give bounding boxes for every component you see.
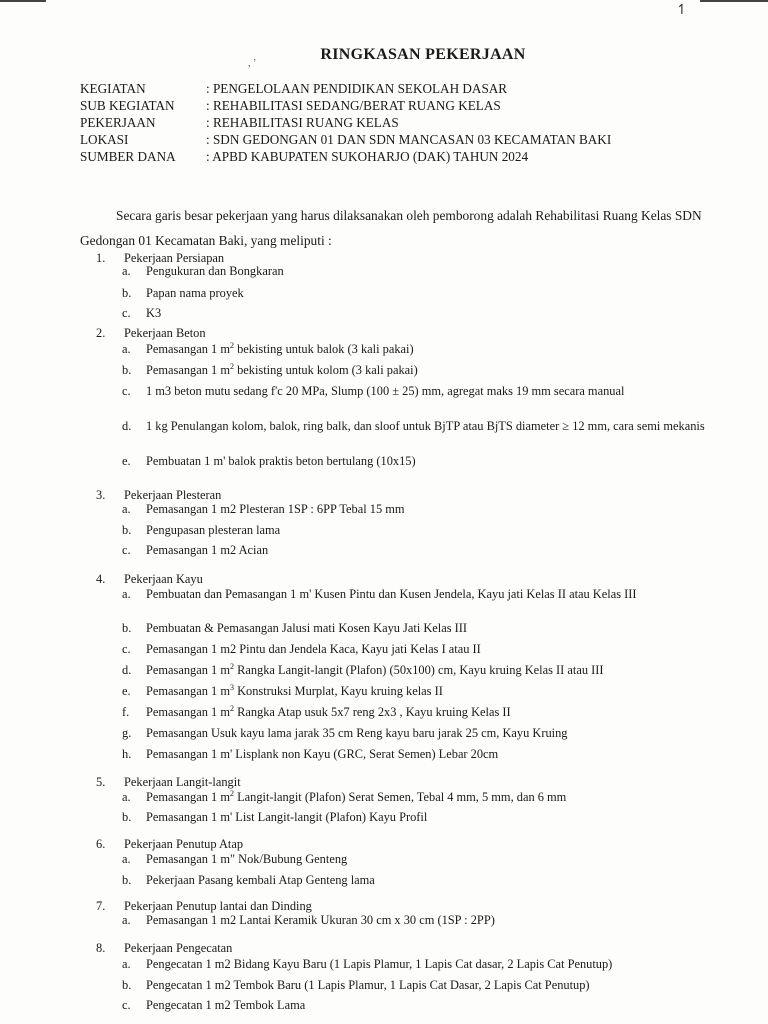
item-text: 1 m3 beton mutu sedang f'c 20 MPa, Slump (100 ± 25) mm, agregat maks 19 mm secara manual [146, 384, 625, 398]
meta-label: PEKERJAAN [80, 115, 156, 130]
meta-row-sumber-dana [80, 148, 611, 165]
meta-row-kegiatan [80, 80, 611, 97]
list-item [122, 661, 710, 677]
item-text: Pemasangan 1 $m^2$ bekisting untuk kolom (3 kali pakai) [146, 361, 418, 377]
item-text: Pembuatan & Pemasangan Jalusi mati Kosen Kayu Jati Kelas III [146, 621, 468, 635]
list-item [122, 455, 710, 468]
list-item [122, 853, 710, 866]
section-number: 5. [96, 775, 106, 789]
item-letter: b. [122, 286, 132, 300]
item-letter: b. [122, 873, 132, 887]
list-item [122, 420, 710, 433]
item-text: Pekerjaan Pasang kembali Atap Genteng lama [146, 873, 375, 887]
item-text: Pemasangan 1 $m^2$ Rangka Langit-langit (Plafon) (50x100) cm, Kayu kruing Kelas II atau III [146, 661, 604, 677]
meta-value: : SDN GEDONGAN 01 DAN SDN MANCASAN 03 KECAMATAN BAKI [206, 132, 612, 147]
meta-row-lokasi [80, 131, 611, 148]
scan-edge-right [700, 0, 768, 2]
meta-block [80, 80, 611, 165]
list-item [122, 914, 710, 927]
list-item [122, 622, 710, 635]
item-text: Pengecatan 1 m2 Tembok Baru (1 Lapis Plamur, 1 Lapis Cat Dasar, 2 Lapis Cat Penutup) [146, 978, 590, 992]
meta-value: : APBD KABUPATEN SUKOHARJO (DAK) TAHUN 2024 [206, 149, 529, 164]
item-letter: f. [122, 705, 130, 719]
section-title: Pekerjaan Penutup lantai dan Dinding [124, 899, 312, 913]
section-number: 8. [96, 941, 106, 955]
list-item [122, 524, 710, 537]
item-letter: h. [122, 747, 132, 761]
section-title: Pekerjaan Langit-langit [124, 775, 241, 789]
list-item [122, 287, 710, 300]
list-item [122, 503, 710, 516]
item-letter: d. [122, 663, 132, 677]
page-title: RINGKASAN PEKERJAAN [320, 46, 526, 63]
meta-row-sub-kegiatan [80, 97, 611, 114]
scan-specks: , ’ [248, 58, 257, 69]
item-text: Pemasangan 1 m2 Lantai Keramik Ukuran 30 cm x 30 cm (1SP : 2PP) [146, 913, 495, 927]
item-letter: c. [122, 998, 131, 1012]
item-text: K3 [146, 306, 162, 320]
item-letter: b. [122, 978, 132, 992]
section-number: 1. [96, 251, 106, 265]
meta-value: : REHABILITASI RUANG KELAS [206, 115, 399, 130]
item-letter: c. [122, 306, 131, 320]
section-title: Pekerjaan Persiapan [124, 251, 225, 265]
list-item [122, 748, 710, 761]
item-text: Pemasangan 1 m2 Plesteran 1SP : 6PP Tebal 15 mm [146, 502, 405, 516]
item-text: Pengecatan 1 m2 Tembok Lama [146, 998, 306, 1012]
list-item [122, 265, 710, 278]
item-text: Pembuatan dan Pemasangan 1 m' Kusen Pintu dan Kusen Jendela, Kayu jati Kelas II atau Kelas III [146, 587, 637, 601]
item-text: Pemasangan Usuk kayu lama jarak 35 cm Reng kayu baru jarak 25 cm, Kayu Kruing [146, 726, 568, 740]
item-letter: c. [122, 642, 131, 656]
item-text: Pemasangan 1 $m^3$ Konstruksi Murplat, Kayu kruing kelas II [146, 682, 443, 698]
section-number: 7. [96, 899, 106, 913]
item-letter: d. [122, 419, 132, 433]
item-letter: g. [122, 726, 132, 740]
item-text: Pemasangan 1 m2 Acian [146, 543, 269, 557]
list-item [122, 361, 710, 377]
list-item [122, 874, 710, 887]
item-letter: a. [122, 502, 131, 516]
item-letter: a. [122, 587, 131, 601]
item-letter: a. [122, 264, 131, 278]
meta-label: SUB KEGIATAN [80, 98, 175, 113]
meta-value: : PENGELOLAAN PENDIDIKAN SEKOLAH DASAR [206, 81, 508, 96]
item-text: Pengukuran dan Bongkaran [146, 264, 284, 278]
meta-label: SUMBER DANA [80, 149, 176, 164]
item-letter: b. [122, 363, 132, 377]
section-number: 2. [96, 326, 106, 340]
item-letter: a. [122, 913, 131, 927]
item-letter: a. [122, 790, 131, 804]
list-item [122, 811, 710, 824]
section-title: Pekerjaan Plesteran [124, 488, 222, 502]
section-title: Pekerjaan Pengecatan [124, 941, 233, 955]
item-text: Pengecatan 1 m2 Bidang Kayu Baru (1 Lapis Plamur, 1 Lapis Cat dasar, 2 Lapis Cat Penutup) [146, 957, 613, 971]
list-item [122, 385, 710, 398]
item-text: Pemasangan 1 m' Lisplank non Kayu (GRC, Serat Semen) Lebar 20cm [146, 747, 499, 761]
item-text: 1 kg Penulangan kolom, balok, ring balk, dan sloof untuk BjTP atau BjTS diameter ≥ 12 mm, cara semi mekanis [146, 419, 705, 433]
list-item [122, 544, 710, 557]
list-item [122, 588, 710, 601]
item-text: Pengupasan plesteran lama [146, 523, 281, 537]
section-number: 3. [96, 488, 106, 502]
item-letter: b. [122, 810, 132, 824]
list-item [122, 999, 710, 1012]
item-letter: a. [122, 957, 131, 971]
list-item [122, 307, 710, 320]
item-text: Pemasangan 1 m2 Pintu dan Jendela Kaca, Kayu jati Kelas I atau II [146, 642, 481, 656]
list-item [122, 340, 710, 356]
item-letter: b. [122, 621, 132, 635]
meta-row-pekerjaan [80, 114, 611, 131]
meta-value: : REHABILITASI SEDANG/BERAT RUANG KELAS [206, 98, 501, 113]
item-letter: b. [122, 523, 132, 537]
section-title: Pekerjaan Penutup Atap [124, 837, 244, 851]
list-item [122, 979, 710, 992]
item-text: Pemasangan 1 $m^2$ bekisting untuk balok (3 kali pakai) [146, 340, 414, 356]
intro-paragraph: Secara garis besar pekerjaan yang harus dilaksanakan oleh pemborong adalah Rehabilitasi Ruang Kelas SDN Gedongan 01 Kecamatan Baki, yang meliputi : [80, 208, 702, 248]
list-item [122, 703, 710, 719]
corner-mark: ↿ [676, 2, 688, 18]
item-letter: c. [122, 543, 131, 557]
item-letter: a. [122, 852, 131, 866]
section-number: 4. [96, 572, 106, 586]
item-text: Pemasangan 1 m" Nok/Bubung Genteng [146, 852, 348, 866]
list-item [122, 958, 710, 971]
meta-label: KEGIATAN [80, 81, 146, 96]
list-item [122, 643, 710, 656]
item-text: Pemasangan 1 $m^2$ Langit-langit (Plafon) Serat Semen, Tebal 4 mm, 5 mm, dan 6 mm [146, 788, 567, 804]
item-letter: e. [122, 684, 131, 698]
item-text: Pemasangan 1 $m^2$ Rangka Atap usuk 5x7 reng 2x3 , Kayu kruing Kelas II [146, 703, 511, 719]
list-item [122, 682, 710, 698]
item-text: Pemasangan 1 m' List Langit-langit (Plafon) Kayu Profil [146, 810, 428, 824]
list-item [122, 727, 710, 740]
section-number: 6. [96, 837, 106, 851]
section-title: Pekerjaan Kayu [124, 572, 203, 586]
item-letter: a. [122, 342, 131, 356]
item-letter: e. [122, 454, 131, 468]
meta-label: LOKASI [80, 132, 129, 147]
item-letter: c. [122, 384, 131, 398]
list-item [122, 788, 710, 804]
section-title: Pekerjaan Beton [124, 326, 206, 340]
item-text: Pembuatan 1 m' balok praktis beton bertulang (10x15) [146, 454, 416, 468]
item-text: Papan nama proyek [146, 286, 244, 300]
scan-edge-left [0, 0, 46, 2]
